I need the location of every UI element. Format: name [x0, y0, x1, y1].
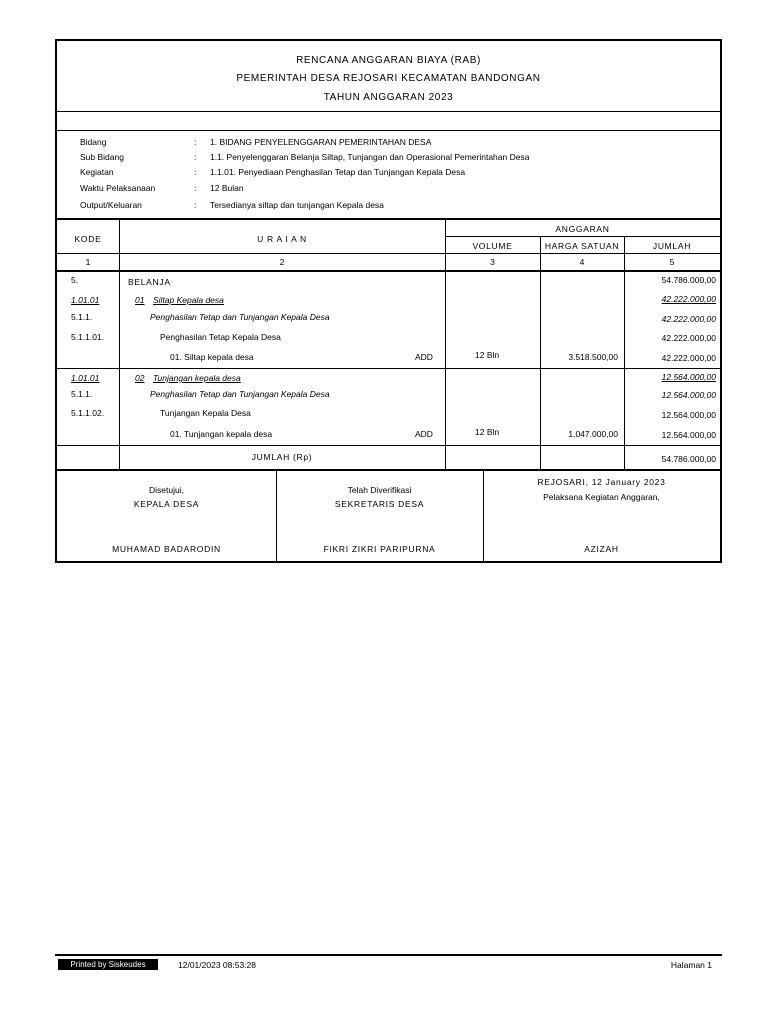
signature-name: AZIZAH — [584, 544, 619, 554]
signature-caption: Telah Diverifikasi — [347, 485, 412, 495]
row-jumlah: 12.564.000,00 — [661, 430, 716, 440]
col-number: 5 — [669, 257, 675, 267]
row-kode: 5.1.1.01. — [71, 332, 105, 342]
row-number: 01 — [135, 295, 145, 305]
signature-title: Pelaksana Kegiatan Anggaran, — [543, 492, 660, 502]
col-header-jumlah: JUMLAH — [652, 241, 692, 251]
col-number: 3 — [490, 257, 495, 267]
info-label-output: Output/Keluaran — [80, 200, 142, 210]
signature-title: SEKRETARIS DESA — [334, 499, 425, 509]
info-sep: : — [194, 137, 197, 147]
row-sumber: ADD — [415, 429, 433, 439]
info-value-output: Tersedianya siltap dan tunjangan Kepala desa — [210, 200, 384, 210]
divider — [57, 130, 720, 131]
col-number: 4 — [579, 257, 585, 267]
row-uraian: 01. Siltap kepala desa — [170, 352, 254, 362]
print-timestamp: 12/01/2023 08:53:28 — [178, 960, 256, 970]
divider — [57, 111, 720, 112]
info-value-waktu: 12 Bulan — [210, 183, 244, 193]
row-jumlah: 12.564.000,00 — [661, 372, 716, 382]
col-number: 1 — [85, 257, 91, 267]
row-uraian: 01. Tunjangan kepala desa — [170, 429, 273, 439]
printed-by-badge: Printed by Siskeudes — [58, 959, 158, 970]
col-header-kode: KODE — [74, 234, 102, 244]
divider — [57, 270, 720, 272]
table-top-border — [57, 218, 720, 220]
row-uraian: Penghasilan Tetap dan Tunjangan Kepala Desa — [150, 389, 330, 399]
info-value-subbidang: 1.1. Penyelenggaran Belanja Siltap, Tunjangan dan Operasional Pemerintahan Desa — [210, 152, 530, 162]
row-jumlah: 12.564.000,00 — [661, 410, 716, 420]
row-uraian: Siltap Kepala desa — [153, 295, 224, 305]
row-jumlah: 12.564.000,00 — [661, 390, 716, 400]
info-label-kegiatan: Kegiatan — [80, 167, 114, 177]
row-uraian: Penghasilan Tetap Kepala Desa — [160, 332, 281, 342]
info-sep: : — [194, 200, 197, 210]
row-uraian: Tunjangan Kepala Desa — [160, 408, 251, 418]
row-kode: 5.1.1. — [71, 312, 93, 322]
info-sep: : — [194, 183, 197, 193]
signature-title: KEPALA DESA — [133, 499, 200, 509]
row-jumlah: 42.222.000,00 — [661, 294, 716, 304]
row-kode: 5.1.1. — [71, 389, 93, 399]
divider — [57, 445, 720, 446]
info-label-bidang: Bidang — [80, 137, 107, 147]
footer-divider — [55, 954, 722, 956]
col-header-volume: VOLUME — [472, 241, 513, 251]
row-sumber: ADD — [415, 352, 433, 362]
divider — [57, 469, 720, 471]
row-harga: 3.518.500,00 — [568, 352, 618, 362]
divider — [57, 253, 720, 254]
doc-year: TAHUN ANGGARAN 2023 — [323, 92, 454, 103]
total-value: 54.786.000,00 — [661, 454, 716, 464]
page-number: Halaman 1 — [670, 960, 712, 970]
row-jumlah: 42.222.000,00 — [661, 333, 716, 343]
signature-name: MUHAMAD BADARODIN — [112, 544, 221, 554]
row-kode: 5.1.1.02. — [71, 408, 105, 418]
row-jumlah: 42.222.000,00 — [661, 314, 716, 324]
info-value-bidang: 1. BIDANG PENYELENGGARAN PEMERINTAHAN DESA — [210, 137, 432, 147]
info-sep: : — [194, 152, 197, 162]
info-label-subbidang: Sub Bidang — [80, 152, 124, 162]
row-number: 02 — [135, 373, 145, 383]
total-label: JUMLAH (Rp) — [251, 452, 313, 462]
col-header-harga: HARGA SATUAN — [544, 241, 620, 251]
col-number: 2 — [279, 257, 285, 267]
row-kode: 5. — [71, 275, 79, 285]
row-uraian: Penghasilan Tetap dan Tunjangan Kepala Desa — [150, 312, 330, 322]
row-uraian: Tunjangan kepala desa — [153, 373, 241, 383]
info-sep: : — [194, 167, 197, 177]
col-header-uraian: U R A I A N — [257, 234, 307, 244]
info-label-waktu: Waktu Pelaksanaan — [80, 183, 156, 193]
row-uraian: BELANJA — [128, 277, 171, 287]
divider — [57, 368, 720, 369]
row-volume: 12 Bln — [475, 427, 500, 437]
signature-name: FIKRI ZIKRI PARIPURNA — [323, 544, 436, 554]
col-header-anggaran: ANGGARAN — [555, 224, 610, 234]
signature-place-date: REJOSARI, 12 January 2023 — [537, 477, 666, 487]
row-harga: 1.047.000,00 — [568, 429, 618, 439]
row-volume: 12 Bln — [475, 350, 500, 360]
info-value-kegiatan: 1.1.01. Penyediaan Penghasilan Tetap dan Tunjangan Kepala Desa — [210, 167, 466, 177]
row-kode: 1.01.01 — [71, 373, 100, 383]
doc-subtitle: PEMERINTAH DESA REJOSARI KECAMATAN BANDONGAN — [236, 73, 541, 84]
divider — [445, 236, 720, 237]
row-jumlah: 54.786.000,00 — [661, 275, 716, 285]
signature-caption: Disetujui, — [149, 485, 184, 495]
rab-document-frame — [55, 39, 722, 563]
row-jumlah: 42.222.000,00 — [661, 353, 716, 363]
row-kode: 1.01.01 — [71, 295, 100, 305]
doc-title: RENCANA ANGGARAN BIAYA (RAB) — [296, 55, 481, 66]
